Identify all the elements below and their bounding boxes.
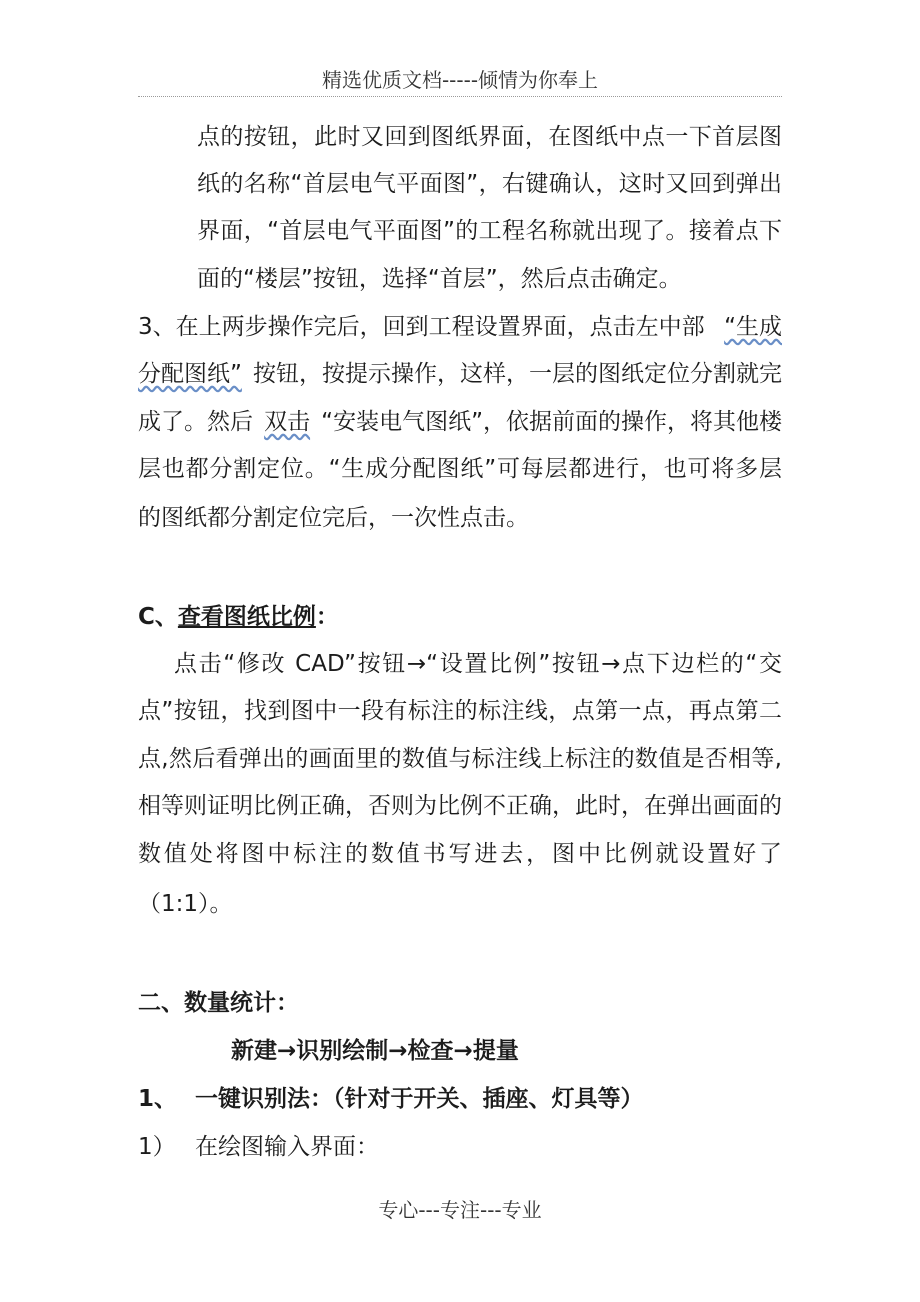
text-segment-flagged: 分配图纸” xyxy=(138,361,242,387)
page-footer: 专心---专注---专业 xyxy=(378,1198,542,1222)
list-item-number: 1、 xyxy=(138,1086,178,1112)
section-heading: 二、数量统计： xyxy=(138,990,299,1016)
text-segment-flagged: 双击 xyxy=(264,409,311,435)
sublist-item-text: 在绘图输入界面： xyxy=(195,1134,379,1160)
workflow-line: 新建→识别绘制→检查→提量 xyxy=(231,1038,519,1064)
paragraph-line xyxy=(138,406,782,438)
sublist-item-number: 1） xyxy=(138,1134,176,1160)
section-heading xyxy=(138,601,339,633)
text-segment-flagged: “生成 xyxy=(724,314,782,340)
text-segment: 按钮，按提示操作，这样，一层的图纸定位分割就完 xyxy=(253,361,782,387)
paragraph-line xyxy=(138,311,782,343)
paragraph-line: 数值处将图中标注的数值书写进去，图中比例就设置好了 xyxy=(138,841,782,867)
page-header: 精选优质文档-----倾情为你奉上 xyxy=(321,68,599,92)
paragraph-line: 层也都分割定位。“生成分配图纸”可每层都进行，也可将多层 xyxy=(138,456,782,482)
paragraph-line: 纸的名称“首层电气平面图”，右键确认，这时又回到弹出 xyxy=(197,171,782,197)
paragraph-line: 点的按钮，此时又回到图纸界面，在图纸中点一下首层图 xyxy=(197,124,782,150)
header-divider xyxy=(138,96,782,97)
paragraph-line: （1:1）。 xyxy=(138,891,233,917)
paragraph-line: 相等则证明比例正确，否则为比例不正确，此时，在弹出画面的 xyxy=(138,793,782,819)
section-colon: ： xyxy=(315,604,339,630)
text-segment: 3、在上两步操作完后，回到工程设置界面，点击左中部 xyxy=(138,314,705,340)
paragraph-line: 界面，“首层电气平面图”的工程名称就出现了。接着点下 xyxy=(197,218,782,244)
paragraph-line: 点击“修改 CAD”按钮→“设置比例”按钮→点下边栏的“交 xyxy=(174,651,782,677)
paragraph-line xyxy=(138,358,782,390)
list-item-text: 一键识别法：（针对于开关、插座、灯具等） xyxy=(195,1086,644,1112)
text-segment: “安装电气图纸”，依据前面的操作，将其他楼 xyxy=(321,409,782,435)
section-title: 查看图纸比例 xyxy=(177,604,316,630)
paragraph-line: 的图纸都分割定位完后，一次性点击。 xyxy=(138,505,529,531)
paragraph-line: 面的“楼层”按钮，选择“首层”，然后点击确定。 xyxy=(197,266,682,292)
section-prefix: C、 xyxy=(138,604,178,630)
text-segment: 成了。然后 xyxy=(138,409,253,435)
paragraph-line: 点”按钮，找到图中一段有标注的标注线，点第一点，再点第二 xyxy=(138,698,782,724)
paragraph-line: 点,然后看弹出的画面里的数值与标注线上标注的数值是否相等, xyxy=(138,746,782,772)
